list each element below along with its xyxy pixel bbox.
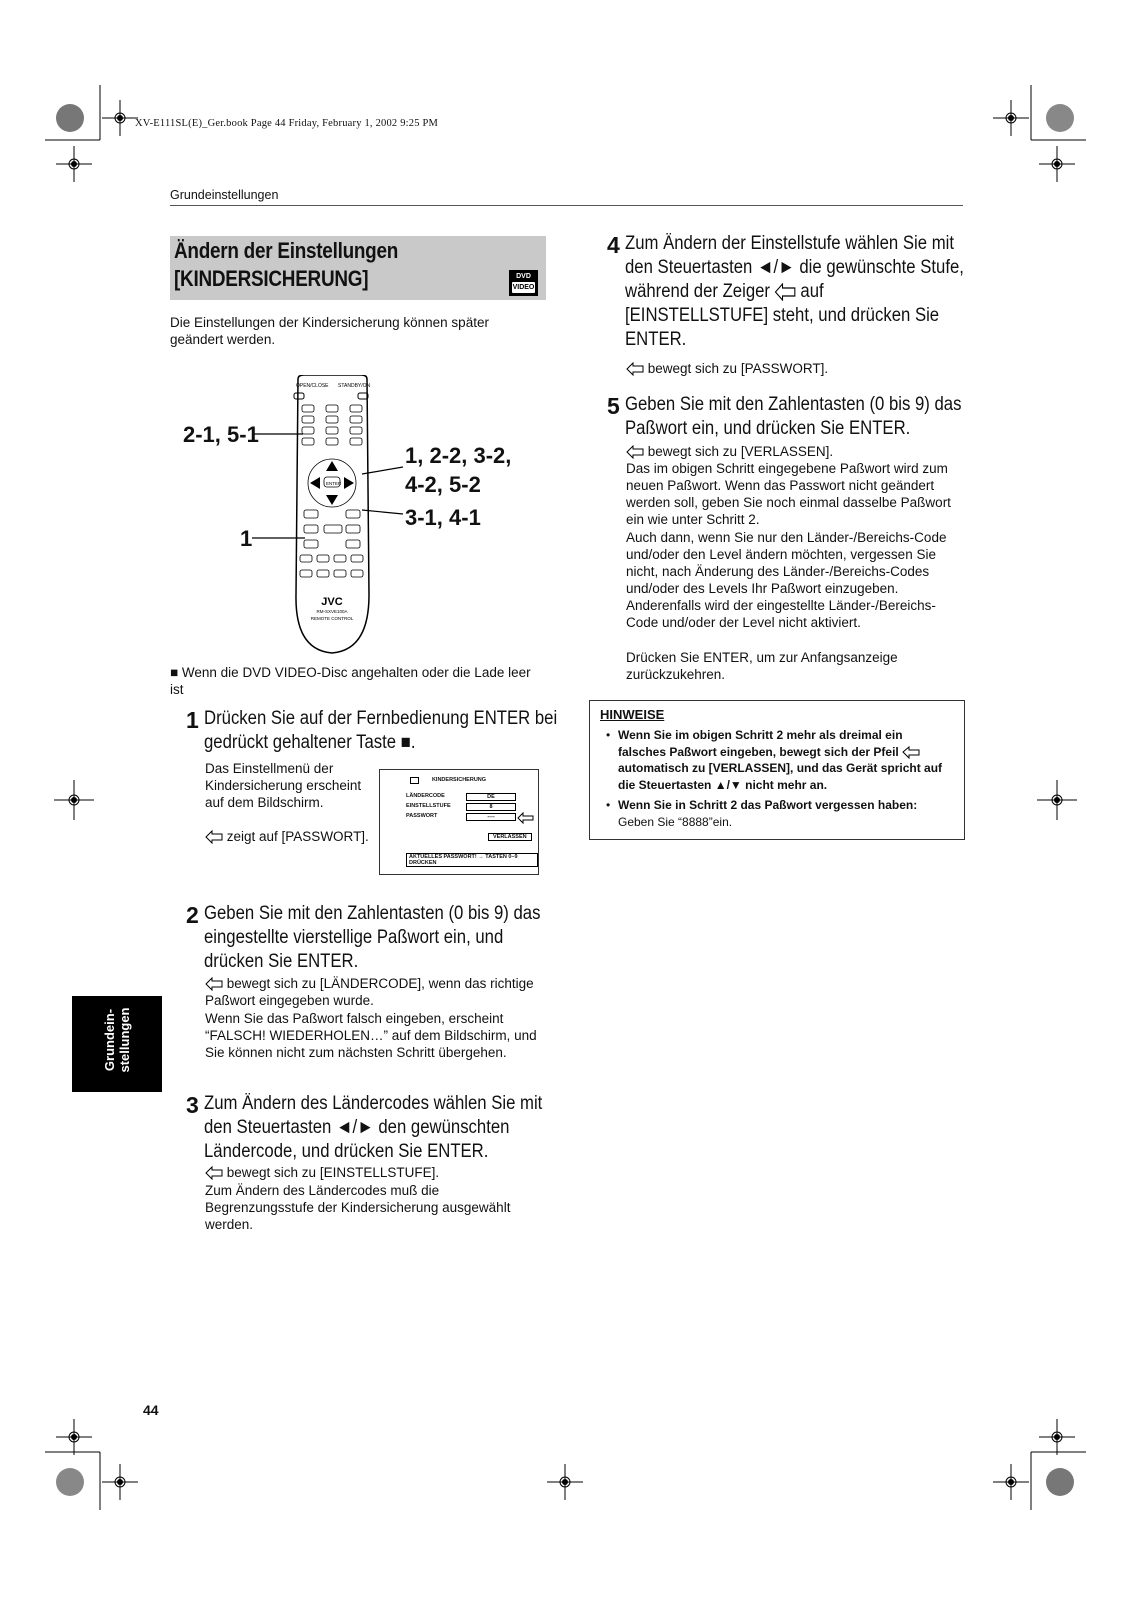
pointer-arrow-icon <box>626 445 644 459</box>
book-file-header: XV-E111SL(E)_Ger.book Page 44 Friday, February 1, 2002 9:25 PM <box>135 118 439 129</box>
pointer-arrow-icon <box>205 1166 223 1180</box>
screen-row-1-label: LÄNDERCODE <box>406 793 445 799</box>
remote-open-close: OPEN/CLOSE <box>296 383 329 389</box>
step-1-body: Das Einstellmenü der Kindersicherung erscheint auf dem Bildschirm. <box>205 761 362 810</box>
hints-box <box>589 700 965 840</box>
callout-right-3: 3-1, 4-1 <box>405 505 481 530</box>
callout-left-top: 2-1, 5-1 <box>183 422 259 447</box>
step-5-pointer <box>626 443 956 460</box>
hint-item-1 <box>606 727 946 793</box>
callout-left-bottom: 1 <box>240 526 253 551</box>
pointer-arrow-icon <box>626 362 644 376</box>
step-1-pointer <box>205 828 375 845</box>
remote-enter: ENTER <box>326 481 342 486</box>
step-5-body-1: Das im obigen Schritt eingegebene Paßwort wird zum neuen Paßwort. Wenn das Passwort nicht geändert werden soll, geben Sie noch einmal dasselbe Paßwort ein wie unter Schritt 2. <box>626 461 951 527</box>
remote-standby: STANDBY/ON <box>338 383 371 389</box>
page-title-line1: Ändern der Einstellungen <box>174 238 399 263</box>
hint-1-part-a: Wenn Sie im obigen Schritt 2 mehr als dreimal ein falsches Paßwort eingeben, bewegt sich der Pfeil <box>618 728 903 759</box>
hint-item-2 <box>606 797 946 830</box>
step-3-body: Zum Ändern des Ländercodes muß die Begrenzungsstufe der Kindersicherung ausgewählt werden. <box>205 1183 511 1232</box>
side-tab-text <box>102 1000 132 1080</box>
pointer-arrow-icon <box>775 283 796 301</box>
side-tab-line2: stellungen <box>117 1007 132 1073</box>
square-bullet-icon: ■ <box>170 665 182 680</box>
hint-2-part-b: Geben Sie “8888”ein. <box>618 814 733 829</box>
badge-bottom: VIDEO <box>512 284 535 291</box>
step-5-number: 5 <box>607 393 620 419</box>
screen-exit: VERLASSEN <box>488 833 532 841</box>
step-3-pointer-text: bewegt sich zu [EINSTELLSTUFE]. <box>226 1165 440 1180</box>
step-2-heading: Geben Sie mit den Zahlentasten (0 bis 9) das eingestellte vierstellige Paßwort ein, und drücken Sie ENTER. <box>204 903 541 972</box>
section-title: Grundeinstellungen <box>170 188 279 202</box>
hints-list <box>606 727 946 834</box>
step-4-pointer <box>626 360 956 377</box>
pointer-arrow-icon <box>205 977 223 991</box>
callout-right-1: 1, 2-2, 3-2, <box>405 443 512 468</box>
hint-2-part-a: Wenn Sie in Schritt 2 das Paßwort vergessen haben: <box>618 798 918 812</box>
step-2-pointer-text: bewegt sich zu [LÄNDERCODE], wenn das richtige Paßwort eingegeben wurde. <box>205 976 534 1008</box>
screen-pointer-icon <box>517 812 535 824</box>
screen-row-2-value: 8 <box>466 803 516 811</box>
step-3-pointer <box>205 1164 545 1181</box>
step-4-number: 4 <box>607 232 620 258</box>
remote-label: REMOTE CONTROL <box>310 616 354 621</box>
step-5-heading: Geben Sie mit den Zahlentasten (0 bis 9) das Paßwort ein, und drücken Sie ENTER. <box>625 394 962 439</box>
remote-illustration <box>290 375 375 655</box>
remote-brand: JVC <box>321 596 343 608</box>
pointer-arrow-icon <box>205 830 223 844</box>
step-1-heading: Drücken Sie auf der Fernbedienung ENTER bei gedrückt gehaltener Taste ■. <box>204 708 558 753</box>
step-4-heading <box>625 232 968 352</box>
screen-row-3-value: ---- <box>466 813 516 821</box>
dvd-video-badge <box>509 270 538 296</box>
screen-footer: AKTUELLES PASSWORT! → TASTEN 0–9 DRÜCKEN <box>406 853 538 867</box>
screen-title: KINDERSICHERUNG <box>431 777 487 783</box>
screen-lock-icon <box>410 777 419 784</box>
hint-1-part-b: automatisch zu [VERLASSEN], und das Gerät spricht auf die Steuertasten ▲/▼ nicht mehr an. <box>618 761 943 792</box>
badge-top: DVD <box>516 273 531 280</box>
callout-right-2: 4-2, 5-2 <box>405 472 481 497</box>
step-1-number: 1 <box>186 707 199 733</box>
condition-note <box>170 664 546 698</box>
step-5-body-3: Drücken Sie ENTER, um zur Anfangsanzeige zurückzukehren. <box>626 650 898 682</box>
screen-row-2-label: EINSTELLSTUFE <box>406 803 451 809</box>
step-3-heading: Zum Ändern des Ländercodes wählen Sie mit den Steuertasten ◄/► den gewünschten Ländercode, und drücken Sie ENTER. <box>204 1093 543 1162</box>
pointer-arrow-icon <box>902 746 920 759</box>
condition-note-text: Wenn die DVD VIDEO-Disc angehalten oder die Lade leer ist <box>170 665 531 697</box>
hints-title: HINWEISE <box>600 707 665 722</box>
step-2-pointer <box>205 975 545 1009</box>
step-1-pointer-text: zeigt auf [PASSWORT]. <box>226 829 369 844</box>
screen-row-3-label: PASSWORT <box>406 813 438 819</box>
page-title-box <box>170 236 546 300</box>
step-4-heading-part1: Zum Ändern der Einstellstufe wählen Sie mit den Steuertasten ◄/► die gewünschte Stufe, während der Zeiger <box>625 233 964 302</box>
step-4-heading-part2: auf [EINSTELLSTUFE] steht, und drücken Sie ENTER. <box>625 281 940 350</box>
remote-model: RM-SXVE100A <box>316 609 348 614</box>
parental-lock-screen <box>379 769 539 875</box>
step-4-pointer-text: bewegt sich zu [PASSWORT]. <box>647 361 829 376</box>
chapter-side-tab <box>72 996 162 1092</box>
step-3-number: 3 <box>186 1092 199 1118</box>
screen-row-1-value: DE <box>466 793 516 801</box>
step-2-body: Wenn Sie das Paßwort falsch eingeben, erscheint “FALSCH! WIEDERHOLEN…” auf dem Bildschirm, und Sie können nicht zum nächsten Schritt übergehen. <box>205 1011 537 1060</box>
intro-text: Die Einstellungen der Kindersicherung können später geändert werden. <box>170 315 489 347</box>
page-title-line2: [KINDERSICHERUNG] <box>174 266 369 291</box>
side-tab-line1: Grundein- <box>102 1008 117 1072</box>
remote-control-drawing <box>290 375 375 655</box>
step-2-number: 2 <box>186 902 199 928</box>
step-5-pointer-text: bewegt sich zu [VERLASSEN]. <box>647 444 834 459</box>
header-rule <box>170 205 963 206</box>
page-number: 44 <box>143 1402 159 1418</box>
step-5-body-2: Auch dann, wenn Sie nur den Länder-/Bereichs-Code und/oder den Level ändern möchten, vergessen Sie nicht, nach Änderung des Länder-/Bereichs-Codes und/oder des Levels Ihr Paßwort einzugeben. Anderenfalls wird der eingestellte Länder-/Bereichs-Code und/oder der Level nicht aktiviert. <box>626 530 947 630</box>
